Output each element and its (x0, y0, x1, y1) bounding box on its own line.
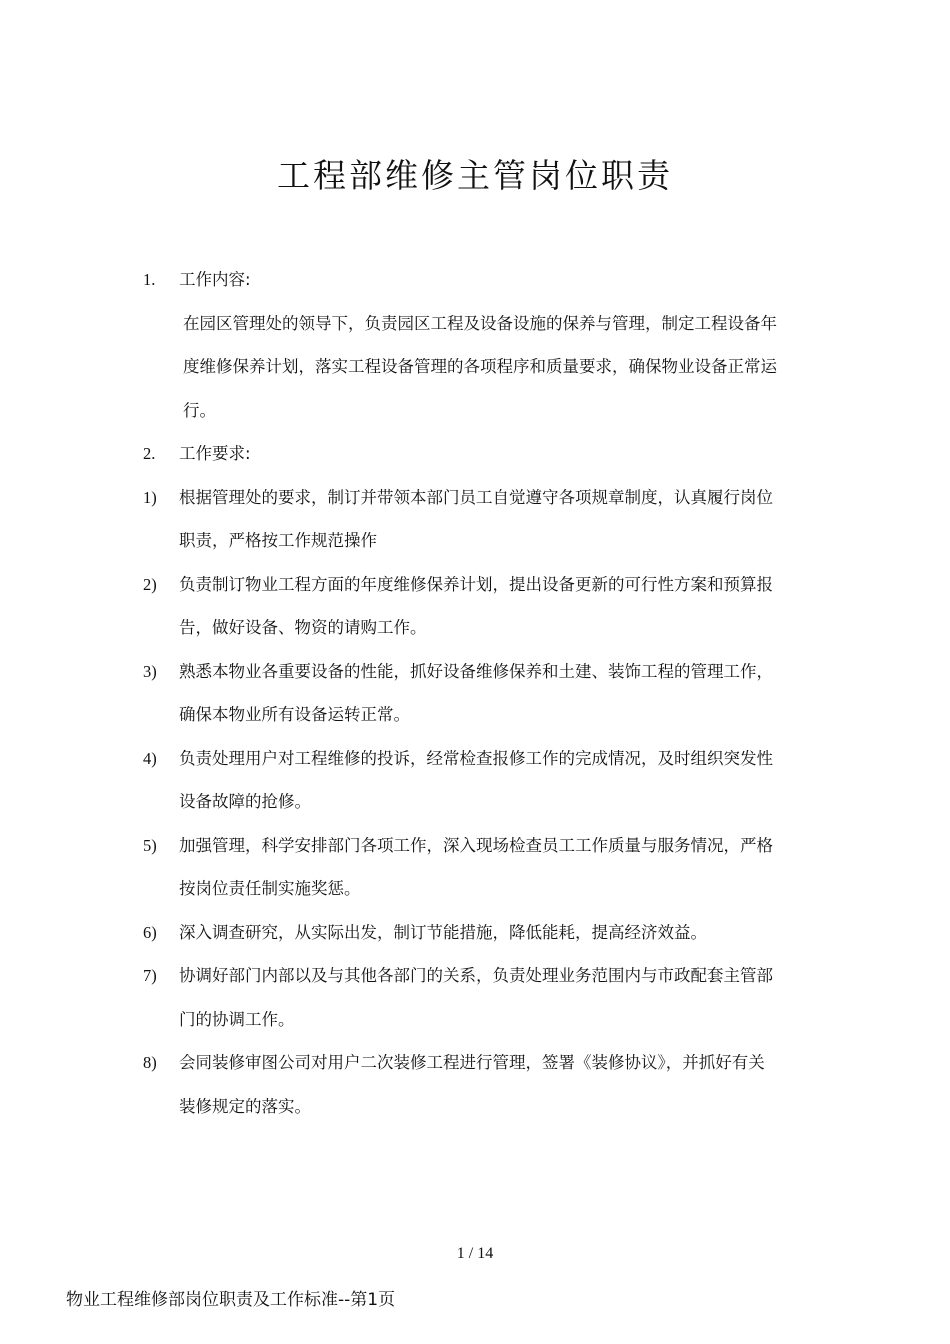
list-item-text: 按岗位责任制实施奖惩。 (179, 879, 361, 898)
section-number: 1. (143, 270, 156, 289)
list-item-number: 4) (143, 748, 157, 768)
list-item (0, 954, 950, 998)
list-item-number: 3) (143, 661, 157, 681)
page-number: 1 / 14 (456, 1245, 494, 1262)
list-item (0, 563, 950, 607)
list-item-continuation (0, 693, 950, 737)
list-item (0, 737, 950, 781)
list-item-number: 1) (143, 487, 157, 507)
list-item-text: 职责，严格按工作规范操作 (179, 531, 377, 550)
list-item-continuation (0, 606, 950, 650)
list-item-number: 2) (143, 574, 157, 594)
list-item-number: 6) (143, 922, 157, 942)
list-item (0, 650, 950, 694)
list-item-continuation (0, 867, 950, 911)
section-heading-text: 工作要求: (179, 444, 251, 463)
paragraph-text: 在园区管理处的领导下，负责园区工程及设备设施的保养与管理，制定工程设备年 (183, 313, 777, 333)
document-title: 工程部维修主管岗位职责 (277, 156, 673, 195)
list-item-text: 负责制订物业工程方面的年度维修保养计划，提出设备更新的可行性方案和预算报 (179, 574, 773, 594)
list-item-text: 装修规定的落实。 (179, 1096, 311, 1116)
list-item-text: 告，做好设备、物资的请购工作。 (179, 618, 427, 637)
list-item-number: 5) (143, 835, 157, 855)
section-heading-text: 工作内容: (179, 270, 251, 289)
list-item (0, 476, 950, 520)
paragraph-line (0, 345, 950, 389)
list-item-continuation (0, 998, 950, 1042)
document-body (0, 258, 950, 1128)
list-item-text: 门的协调工作。 (179, 1009, 295, 1029)
list-item-text: 协调好部门内部以及与其他各部门的关系，负责处理业务范围内与市政配套主管部 (179, 966, 773, 985)
section-heading (0, 432, 950, 476)
paragraph-line (0, 302, 950, 346)
list-item-number: 7) (143, 966, 157, 985)
list-item-continuation (0, 780, 950, 824)
list-item-text: 确保本物业所有设备运转正常。 (179, 705, 410, 724)
list-item-continuation (0, 1085, 950, 1129)
list-item-text: 深入调查研究，从实际出发，制订节能措施，降低能耗，提高经济效益。 (179, 922, 707, 942)
list-item-text: 加强管理，科学安排部门各项工作，深入现场检查员工工作质量与服务情况，严格 (179, 835, 773, 855)
paragraph-text: 行。 (183, 400, 216, 420)
paragraph-line (0, 389, 950, 433)
list-item-number: 8) (143, 1053, 157, 1072)
document-footer: 物业工程维修部岗位职责及工作标准--第1页 (66, 1290, 396, 1310)
list-item-continuation (0, 519, 950, 563)
section-heading (0, 258, 950, 302)
list-item-text: 负责处理用户对工程维修的投诉，经常检查报修工作的完成情况，及时组织突发性 (179, 748, 773, 768)
list-item-text: 会同装修审图公司对用户二次装修工程进行管理，签署《装修协议》，并抓好有关 (179, 1053, 765, 1072)
list-item (0, 824, 950, 868)
section-number: 2. (143, 444, 156, 463)
paragraph-text: 度维修保养计划，落实工程设备管理的各项程序和质量要求，确保物业设备正常运 (183, 357, 777, 376)
list-item-text: 设备故障的抢修。 (179, 792, 311, 811)
list-item-text: 根据管理处的要求，制订并带领本部门员工自觉遵守各项规章制度，认真履行岗位 (179, 487, 773, 507)
list-item (0, 911, 950, 955)
list-item-text: 熟悉本物业各重要设备的性能，抓好设备维修保养和土建、装饰工程的管理工作， (179, 661, 773, 681)
list-item (0, 1041, 950, 1085)
